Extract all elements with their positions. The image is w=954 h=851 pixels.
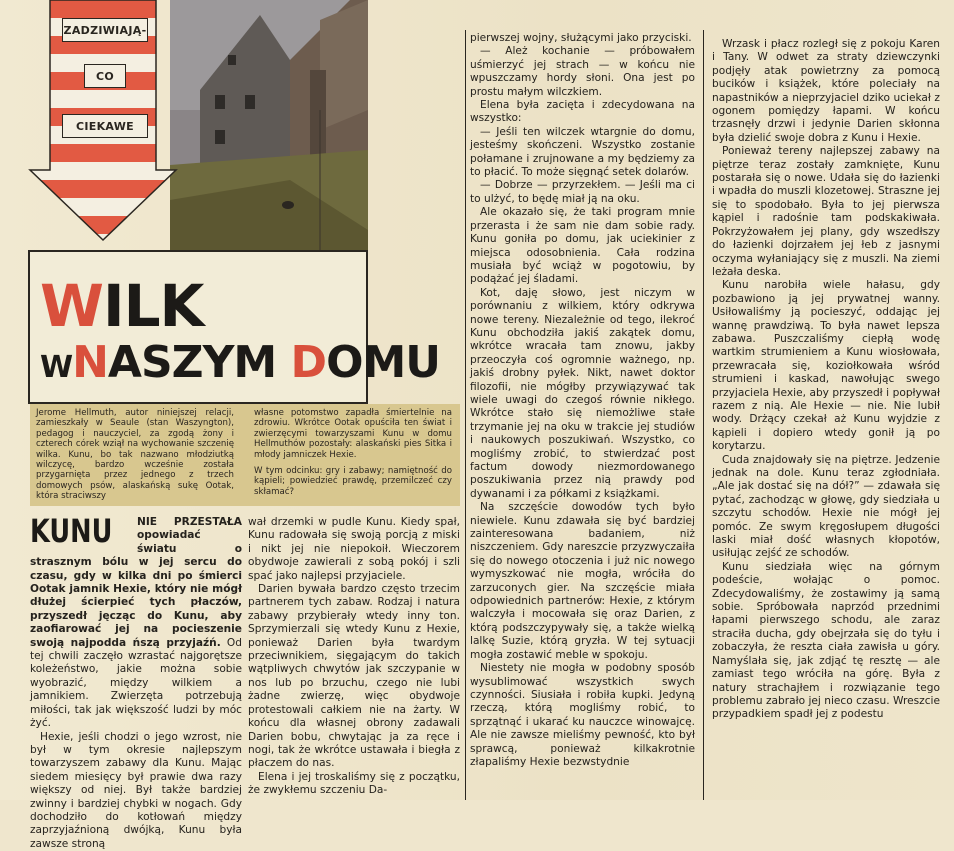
column-2 xyxy=(248,516,460,800)
paragraph: Hexie, jeśli chodzi o jego wzrost, nie był w tym okresie najlepszym towarzyszem zabawy dla Kunu. Mając siedem miesięcy był prawie dwa razy większy od niej. Był także bardziej zwinny i bardziej chybki w nogach. Gdy dochodziło do kotłowań między zaprzyjaźnioną dwójką, Kunu była zawsze stroną xyxy=(30,731,242,851)
house-photo xyxy=(170,0,368,255)
paragraph: Darien bywała bardzo często trzecim partnerem tych zabaw. Rodzaj i natura zabawy przybierały wtedy inny ton. Sprzymierzali się wtedy Kunu z Hexie, ponieważ Darien była twardym przeciwnikiem, sięgającym do takich wątpliwych chwytów jak szczypanie w nos lub po brzuchu, czego nie lubi żadne zwierzę, więc obydwoje protestowali całkiem nie na żarty. W końcu dla własnej obrony zadawali Darien bobu, chwytając ja za ręce i nogi, tak że wkrótce ustawała i biegła z płaczem do nas. xyxy=(248,583,460,771)
column-4 xyxy=(712,38,940,800)
paragraph: Elena i jej troskaliśmy się z początku, że zwykłemu szczeniu Da- xyxy=(248,771,460,798)
paragraph: Wrzask i płacz rozległ się z pokoju Karen i Tany. W odwet za straty dziewczynki podjęły atak powietrzny za pomocą bucików i książek, które poleciały na napastników a nieprzyjaciel dziko uciekał z ogonem pomiędzy łapami. W końcu trzasnęły drzwi i jedynie Darien skłonna była dzielić swoje dobra z Kunu i Hexie. xyxy=(712,38,940,145)
paragraph: Kunu siedziała więc na górnym podeście, wołając o pomoc. Zdecydowaliśmy, że zostawimy ją samą sobie. Spróbowała naprzód przednimi łapami pierwszego schodu, ale zaraz straciła ducha, gdy obejrzała się do tyłu i zobaczyła, że reszta ciała zawisła u góry. Namyślała się, jak zdjąć tę resztę — ale zamiast tego wróciła na górę. Była z natury strachajłem i rozwiązanie tego problemu zabrało jej nieco czasu. Wreszcie przypadkiem spadł jej z podestu xyxy=(712,561,940,722)
paragraph: Kot, daję słowo, jest niczym w porównaniu z wilkiem, który odkrywa nowe tereny. Niezależnie od tego, ilekroć Kunu obchodziła jakiś zakątek domu, wkrótce wracała tam znowu, jakby przeoczyła coś ogromnie ważnego, np. jakiś drobny pyłek. Nikt, nawet doktor filozofii, nie mógłby przywiązywać tak wiele uwagi do czegoś równie nikłego. Wkrótce stało się niemożliwe stałe trzymanie jej na oku w trakcie jej studiów i naukowych poszukiwań. Wszystko, co mogliśmy zrobić, to stwierdzać post factum dowody niezmordowanego poszukiwania przez nią prawdy pod dywanami i za półkami z książkami. xyxy=(470,287,695,502)
column-3 xyxy=(470,32,695,800)
paragraph: pierwszej wojny, służącymi jako przyciski. xyxy=(470,32,695,45)
title-line-1 xyxy=(40,276,203,336)
title-initial-w: W xyxy=(40,272,103,340)
paragraph: Cuda znajdowały się na piętrze. Jedzenie jednak na dole. Kunu teraz zgłodniała. „Ale jak dostać się na dół?” — zdawała się pytać, zachodząc w głowę, gdy siedziała u szczytu schodów. Hexie nie mógł jej pomóc. Ze swym kręgosłupem długości laski miał dość własnych kłopotów, usiłując zejść ze schodów. xyxy=(712,454,940,561)
title-word-aszym: ASZYM xyxy=(108,337,291,388)
lead-paragraph: NIE PRZESTAŁA opowiadać światu o strasznym bólu w jej sercu do czasu, gdy w kilka dni po śmierci Ootak jamnik Hexie, który nie mógł dłużej ścierpieć tych płaczów, przyszedł jęcząc do Kunu, aby zaofiarować jej na pocieszenie swoją najpodda ńszą przyjaźń. xyxy=(30,516,242,649)
caption-episode-note: W tym odcinku: gry i zabawy; namiętność do kąpieli; powiedzieć prawdę, przemilczeć czy skłamać? xyxy=(254,466,452,497)
column-divider xyxy=(703,30,704,800)
intro-caption xyxy=(30,404,460,506)
article-header xyxy=(0,0,368,402)
paragraph: Ale okazało się, że taki program mnie przerasta i że sam nie dam sobie rady. Kunu goniła po domu, jak uciekinier z miejsca odosobnienia. Cała rodzina musiała być wciąż w pogotowiu, by podążać jej śladami. xyxy=(470,206,695,286)
paragraph: Od tej chwili zaczęło wzrastać najgorętsze koleżeństwo, jakie można sobie wyobrazić, między wilkiem a jamnikiem. Zwierzęta potrzebują miłości, tak jak większość ludzi by móc żyć. xyxy=(30,637,242,729)
title-initial-d: D xyxy=(291,337,327,388)
column-divider xyxy=(465,30,466,800)
title-line-2 xyxy=(40,338,440,393)
title-word-omu: OMU xyxy=(326,337,440,388)
title-initial-n: N xyxy=(72,337,108,388)
caption-col-1: Jerome Hellmuth, autor niniejszej relacji, zamieszkały w Seaule (stan Waszyngton), pedagog i nauczyciel, za zgodą żony i czterech córek wziął na wychowanie szczenię wilka. Kunu, bo tak nazwano młodziutką wilczycę, bardzo wcześnie została przygarnięta przez jednego z trzech domowych psów, alaskańską sukę Ootak, która straciwszy xyxy=(36,408,234,502)
paragraph: — Jeśli ten wilczek wtargnie do domu, jesteśmy skończeni. Wszystko zostanie połamane i zrujnowane a my będziemy za to płacić. To może sięgnąć setek dolarów. xyxy=(470,126,695,180)
dropcap: KUNU xyxy=(30,516,112,546)
title-rest-1: ILK xyxy=(103,272,203,340)
paragraph: — Dobrze — przyrzekłem. — Jeśli ma ci to ulżyć, to będę miał ją na oku. xyxy=(470,179,695,206)
column-1 xyxy=(30,516,242,800)
strap-line-3: CIEKAWE xyxy=(62,114,148,138)
paragraph: Ponieważ tereny najlepszej zabawy na piętrze teraz zostały zamknięte, Kunu postarała się o nowe. Udała się do łazienki i wpadła do muszli klozetowej. Straszne jej się to spodobało. Była to jej pierwsza kąpiel i radośnie tam podskakiwała. Pokrzyżowałem jej plany, gdy wszedłszy do łazienki dojrzałem jej łeb z jasnymi oczyma wyłaniający się z muszli. Na ziemi leżała deska. xyxy=(712,145,940,279)
paragraph: Elena była zacięta i zdecydowana na wszystko: xyxy=(470,99,695,126)
caption-col-2: własne potomstwo zapadła śmiertelnie na zdrowiu. Wkrótce Ootak opuściła ten świat i zwierzęcymi towarzyszami Kunu w domu Hellmuthów pozostały: alaskański pies Sitka i młody jamniczek Hexie. xyxy=(254,408,452,460)
paragraph: Na szczęście dowodów tych było niewiele. Kunu zdawała się być bardziej zainteresowana badaniem, niż niszczeniem. Gdy nareszcie przyzwyczaiła się do nowego otoczenia i już nic nowego wymyszkować nie mogła, wróciła do zarzuconych gier. Na szczęście miała odpowiednich partnerów: Hexie, z którym walczyła i mocowała się oraz Darien, z którą podszczypywały się, a także wielką lalkę Suzie, którą gryzła. W tej sytuacji mogła zostawić meble w spokoju. xyxy=(470,501,695,662)
paragraph: wał drzemki w pudle Kunu. Kiedy spał, Kunu radowała się swoją porcją z miski i nikt jej nie niepokoił. Wieczorem obydwoje zawierali z sobą pokój i szli spać jako najlepsi przyjaciele. xyxy=(248,516,460,583)
paragraph: Niestety nie mogła w podobny sposób wysublimować wszystkich swych czynności. Siusiała i robiła kupki. Jedyną rzeczą, którą mogliśmy robić, to sprzątnąć i ukarać ku nauczce winowajcę. Ale nie zawsze mieliśmy pewność, kto był sprawcą, ponieważ kilkakrotnie złapaliśmy Hexie bezwstydnie xyxy=(470,662,695,769)
paragraph: Kunu narobiła wiele hałasu, gdy pozbawiono ją jej prywatnej wanny. Usiłowaliśmy ją pocieszyć, oddając jej wannę prawdziwą. To była nawet lepsza zabawa. Puszczaliśmy ciepłą wodę wartkim strumieniem a Kunu wiosłowała, przewracała się, koziołkowała wśród strumieni i kaskad, nawołując swego przyjaciela Hexie, aby przyszedł i popływał razem z nią. Ale Hexie — nie. Nie lubił wody. Drżący czekał aż Kunu wyjdzie z kąpieli i dopiero wtedy gonił ją po korytarzu. xyxy=(712,279,940,453)
strap-line-1: ZADZIWIAJĄ- xyxy=(62,18,148,42)
paragraph: — Ależ kochanie — próbowałem uśmierzyć jej strach — w końcu nie wpuszczamy hordy słoni. Ona jest po prostu małym wilczkiem. xyxy=(470,45,695,99)
title-word-w: W xyxy=(40,350,72,385)
strap-line-2: CO xyxy=(84,64,126,88)
